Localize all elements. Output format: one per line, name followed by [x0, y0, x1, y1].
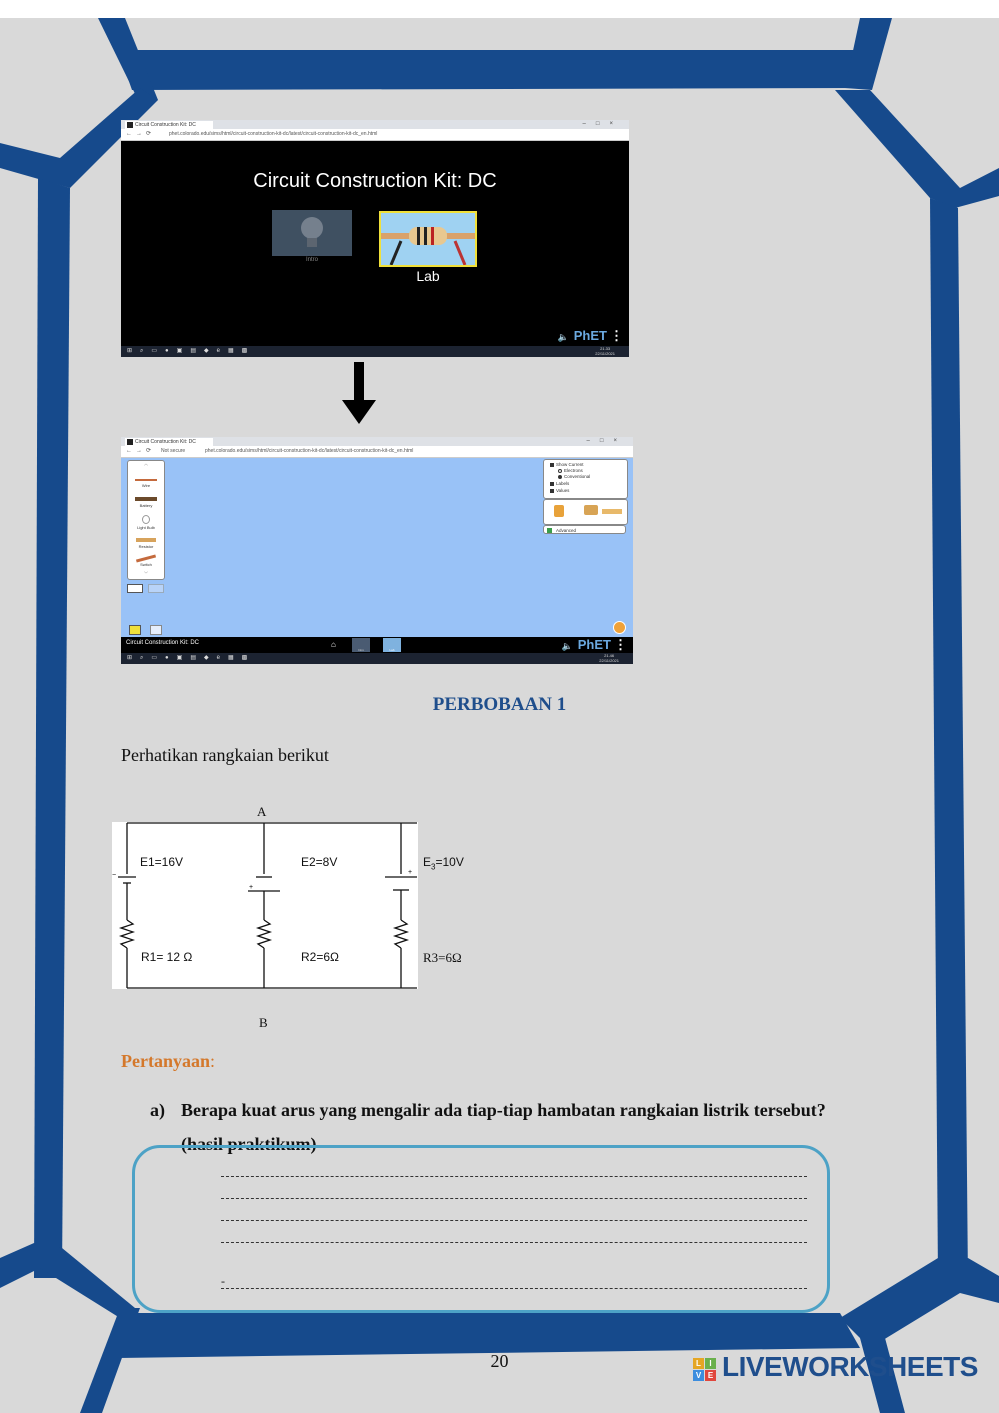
- plus-sign: +: [249, 884, 254, 891]
- sound-icon[interactable]: 🔈: [557, 332, 569, 342]
- values-label: Values: [556, 488, 570, 493]
- voltmeter-icon[interactable]: [554, 505, 564, 517]
- question-text: Berapa kuat arus yang mengalir ada tiap-tiap hambatan rangkaian listrik tersebut? (hasil praktikum): [181, 1100, 826, 1154]
- answer-line[interactable]: [221, 1198, 807, 1199]
- questions-heading: [121, 1051, 215, 1072]
- taskbar-icons[interactable]: ⊞⌕▭●▣▤◆e▦▩: [127, 348, 256, 354]
- sim-caption: Circuit Construction Kit: DC: [126, 640, 200, 646]
- wire-style-toggle[interactable]: [127, 584, 143, 593]
- resistor-icon: [136, 538, 156, 542]
- radio-selected-icon: [558, 475, 562, 479]
- nav-arrows-icon[interactable]: ←→⟳: [126, 131, 156, 137]
- light-bulb-label: Light Bulb: [137, 525, 155, 530]
- checkbox-icon: [550, 482, 554, 486]
- probe-icon[interactable]: [602, 509, 622, 514]
- wire-icon: [135, 479, 157, 481]
- toolbox-light-bulb[interactable]: [128, 515, 164, 530]
- sensor-tools-panel: [543, 499, 628, 525]
- sim-title: Circuit Construction Kit: DC: [253, 170, 497, 192]
- resistor-icon: [381, 213, 475, 265]
- screenshot-sim-start: [121, 120, 629, 357]
- liveworksheets-watermark[interactable]: LIVEWORKSHEETS: [722, 1351, 978, 1382]
- experiment-heading-text: PERBOBAAN 1: [432, 694, 567, 715]
- window-controls[interactable]: –□×: [582, 121, 623, 127]
- toolbox-wire[interactable]: [128, 479, 164, 488]
- phet-logo[interactable]: [562, 637, 627, 653]
- address-bar[interactable]: [121, 129, 629, 141]
- display-options-panel: [543, 459, 628, 499]
- radio-icon: [558, 469, 562, 473]
- phet-brand: PhET: [573, 328, 607, 343]
- advanced-toggle[interactable]: [543, 525, 626, 534]
- labels-label: Labels: [556, 481, 570, 486]
- plus-icon: [547, 528, 552, 533]
- tab-title: Circuit Construction Kit: DC: [135, 122, 196, 128]
- labels-option[interactable]: [550, 481, 569, 486]
- frame-left-lower: [0, 1243, 135, 1318]
- e3-label: [423, 855, 464, 871]
- show-current-label: Show Current: [556, 462, 584, 467]
- tab-title: Circuit Construction Kit: DC: [135, 439, 196, 445]
- e3-prefix: E: [423, 855, 432, 869]
- checkbox-icon: [550, 489, 554, 493]
- windows-taskbar: [121, 346, 629, 357]
- menu-icon[interactable]: ⋮: [610, 328, 623, 343]
- electrons-option[interactable]: [558, 468, 583, 473]
- frame-right-upper: [835, 90, 999, 208]
- taskbar-clock: [599, 654, 619, 663]
- url-status: Not secure: [161, 448, 186, 454]
- conventional-label: Conventional: [564, 474, 591, 479]
- phet-logo[interactable]: [558, 328, 623, 344]
- clock-time: 21.33: [600, 346, 611, 351]
- nav-lab-label: Lab: [389, 648, 395, 652]
- liveworksheets-logo-icon: L I V E: [693, 1358, 717, 1382]
- sim-navigation-bar: [121, 637, 633, 653]
- answer-line[interactable]: [221, 1220, 807, 1221]
- home-icon[interactable]: ⌂: [331, 640, 336, 649]
- ammeter-icon[interactable]: [584, 505, 598, 515]
- answer-line[interactable]: [221, 1288, 807, 1289]
- electrons-label: Electrons: [564, 468, 583, 473]
- node-a-label: A: [257, 804, 267, 819]
- windows-taskbar: [121, 653, 633, 664]
- component-toolbox: [127, 460, 165, 580]
- wire-label: Wire: [141, 483, 151, 488]
- advanced-label: Advanced: [556, 528, 577, 533]
- lab-screen-card[interactable]: [379, 211, 477, 267]
- nav-lab[interactable]: [383, 638, 401, 652]
- frame-right-vertical: [930, 198, 968, 1283]
- menu-icon[interactable]: ⋮: [614, 637, 627, 652]
- address-bar[interactable]: [121, 446, 633, 458]
- checkbox-icon: [550, 463, 554, 467]
- screenshot-sim-lab: [121, 437, 633, 664]
- lab-screen-label: Lab: [416, 268, 440, 284]
- intro-screen-label: Intro: [305, 257, 318, 263]
- browser-tab[interactable]: [125, 121, 213, 129]
- answer-box[interactable]: [132, 1145, 830, 1313]
- node-b-label: B: [259, 1015, 268, 1030]
- experiment-heading: [0, 694, 999, 716]
- answer-line[interactable]: [221, 1176, 807, 1177]
- values-option[interactable]: [550, 488, 569, 493]
- questions-heading-text: Pertanyaan: [121, 1051, 210, 1071]
- r1-label: R1= 12 Ω: [141, 950, 193, 964]
- clock-time: 21.46: [604, 653, 615, 658]
- sound-icon[interactable]: 🔈: [561, 641, 573, 651]
- down-arrow-icon: [340, 362, 378, 426]
- question-marker: a): [150, 1100, 165, 1120]
- page-number: 20: [490, 1351, 509, 1371]
- worksheet-page: [0, 18, 999, 1413]
- schematic-style-toggle[interactable]: [148, 584, 164, 593]
- sim-play-area[interactable]: [121, 458, 633, 637]
- switch-label: Switch: [140, 562, 152, 567]
- browser-tab[interactable]: [125, 438, 213, 446]
- bulb-icon: [142, 515, 150, 524]
- questions-heading-colon: :: [210, 1051, 216, 1071]
- browser-tab-bar: [121, 437, 633, 446]
- battery-icon: [135, 497, 157, 501]
- plus-sign: +: [408, 869, 413, 876]
- reset-all-icon[interactable]: [613, 621, 626, 634]
- phet-favicon-icon: [127, 122, 133, 128]
- resistor-label: Resistor: [138, 544, 154, 549]
- taskbar-clock: [595, 347, 615, 356]
- frame-top-bar: [118, 50, 870, 90]
- e3-suffix: =10V: [435, 855, 464, 869]
- r3-label: R3=6Ω: [423, 950, 462, 965]
- answer-line[interactable]: [221, 1242, 807, 1243]
- frame-left-vertical: [34, 178, 70, 1278]
- toolbox-switch[interactable]: [128, 557, 164, 567]
- phet-favicon-icon: [127, 439, 133, 445]
- toolbox-scroll-up[interactable]: ︿: [144, 461, 148, 466]
- experiment-intro: Perhatikan rangkaian berikut: [121, 745, 329, 765]
- frame-right-lower: [840, 1258, 999, 1348]
- e3-subscript: 3: [431, 862, 436, 872]
- intro-screen-card[interactable]: [272, 210, 352, 256]
- minus-sign: −: [112, 872, 117, 879]
- taskbar-icons[interactable]: ⊞⌕▭●▣▤◆e▦▩: [127, 655, 256, 661]
- light-bulb-icon: [272, 210, 352, 256]
- zoom-in-icon[interactable]: [150, 625, 162, 635]
- conventional-option[interactable]: [558, 474, 590, 479]
- zoom-out-icon[interactable]: [129, 625, 141, 635]
- url-text: phet.colorado.edu/sims/html/circuit-construction-kit-dc/latest/circuit-construction-kit-dc_en.html: [205, 448, 414, 454]
- nav-intro-label: Intro: [357, 648, 364, 652]
- clock-date: 22/11/2021: [599, 657, 619, 663]
- clock-date: 22/11/2021: [595, 350, 615, 356]
- nav-intro[interactable]: [352, 638, 370, 652]
- toolbox-battery[interactable]: [128, 497, 164, 508]
- window-controls[interactable]: –□×: [586, 438, 627, 444]
- url-text: phet.colorado.edu/sims/html/circuit-construction-kit-dc/latest/circuit-construction-kit-dc_en.html: [169, 131, 378, 137]
- battery-label: Battery: [139, 503, 153, 508]
- toolbox-scroll-down[interactable]: ﹀: [144, 571, 148, 576]
- answer-line-mark: -: [221, 1274, 225, 1288]
- e2-label: E2=8V: [301, 855, 338, 869]
- nav-arrows-icon[interactable]: ←→⟳: [126, 448, 156, 454]
- show-current-option[interactable]: [550, 462, 584, 467]
- toolbox-resistor[interactable]: [128, 538, 164, 549]
- e1-label: E1=16V: [140, 855, 184, 869]
- phet-brand: PhET: [577, 637, 611, 652]
- browser-tab-bar: [121, 120, 629, 129]
- r2-label: R2=6Ω: [301, 950, 339, 964]
